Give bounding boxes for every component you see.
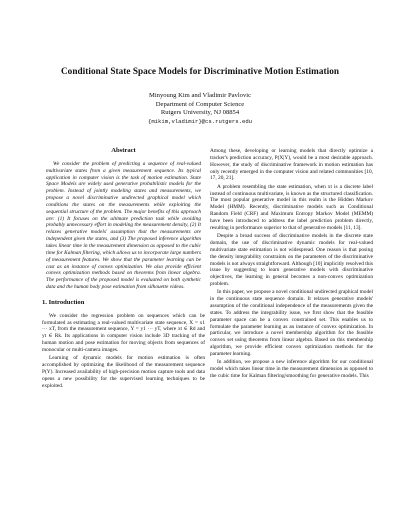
author-names: Minyoung Kim and Vladimir Pavlovic bbox=[148, 92, 252, 99]
body-paragraph-1: Among these, developing or learning models that directly optimize a tracker's prediction accuracy, P(X|Y), would be a most desirable approach. However, the study of discriminative framework in motion estimation has only recently emerged in the computer vision and related communities [10, 17, 20, 21]. bbox=[210, 148, 373, 182]
body-paragraph-2: A problem resembling the state estimation, when xt is a discrete label instead of continuous multivariate, is known as the structured classification. The most popular generative model in this realm is the Hidden Markov Model (HMM). Recently, discriminative models such as Conditional Random Field (CRF) and Maximum Entropy Markov Model (MEMM) have been introduced to address the label prediction problem directly, resulting in performance superior to that of generative models [11, 13]. bbox=[210, 183, 373, 231]
department: Department of Computer Science bbox=[155, 100, 245, 108]
intro-paragraph-2: Learning of dynamic models for motion estimation is often accomplished by optimizing the likelihood of the measurement sequence P(Y). Increased availability of high-precision motion capture tools and data opens a new possibility for the supervised learning techniques to be exploited. bbox=[42, 355, 205, 389]
university: Rutgers University, NJ 08854 bbox=[160, 109, 240, 117]
section-heading-introduction: 1. Introduction bbox=[42, 298, 85, 306]
intro-paragraph-1: We consider the regression problem on sequences which can be formulated as estimating a real-valued multivariate state sequence, X = x1 ··· xT, from the measurement sequence, Y = y1 ··· yT, where xt ∈ Rd and yt ∈ Rk. Its applications in computer vision include 3D tracking of the human motion and pose estimation for moving objects from sequences of monocular or multi-camera images. bbox=[42, 312, 205, 353]
body-paragraph-3: Despite a broad success of discriminative models in the discrete state domain, the use of discriminative dynamic models for real-valued multivariate state estimation is not widespread. One reason is that posing the density integrability constraints on the parameters of the discriminative models is not always straightforward. Although [10] implicitly resolved this issue by suggesting to learn generative models with discriminative objectives, the learning in general becomes a non-convex optimization problem. bbox=[210, 233, 373, 288]
paper-title: Conditional State Space Models for Discriminative Motion Estimation bbox=[60, 66, 340, 76]
author-block bbox=[0, 92, 400, 126]
abstract-text: We consider the problem of predicting a sequence of real-valued multivariate states from a given measurement sequence. Its typical application in computer vision is the task of motion estimation. State Space Models are widely used generative probabilistic models for the problem. Instead of jointly modeling states and measurements, we propose a novel discriminative undirected graphical model which conditions the states on the measurements while exploiting the sequential structure of the problem. The major benefits of this approach are: (1) It focuses on the ultimate prediction task while avoiding probably unnecessary effort in modeling the measurement density, (2) It relaxes generative models' assumption that the measurements are independent given the states, and (3) The proposed inference algorithm takes linear time in the measurement dimension as opposed to the cubic time for Kalman filtering, which allows us to incorporate large numbers of measurement features. We show that the parameter learning can be cast as an instance of convex optimization. We also provide efficient convex optimization methods based on theorems from linear algebra. The performance of the proposed model is evaluated on both synthetic data and the human body pose estimation from silhouette videos. bbox=[46, 160, 201, 291]
body-paragraph-5: In addition, we propose a new inference algorithm for our conditional model which takes linear time in the measurement dimension as opposed to the cubic time for Kalman filtering/smoothing for generative models. This bbox=[210, 359, 373, 379]
author-email: {mikim,vladimir}@cs.rutgers.edu bbox=[147, 117, 253, 125]
body-paragraph-4: In this paper, we propose a novel conditional undirected graphical model in the continuous state sequence domain. It relaxes generative models' assumption of the conditional independence of the measurements given the states. To address the integrability issue, we first show that the feasible parameter space can be a convex constrained set. This enables us to formulate the parameter learning as an instance of convex optimization. In particular, we introduce a novel membership algorithm for the feasible convex set using theorems from linear algebra. Based on this membership algorithm, we provide efficient convex optimization methods for the parameter learning. bbox=[210, 289, 373, 357]
left-column bbox=[42, 148, 205, 390]
right-column bbox=[210, 148, 373, 380]
abstract-heading: Abstract bbox=[111, 147, 136, 154]
